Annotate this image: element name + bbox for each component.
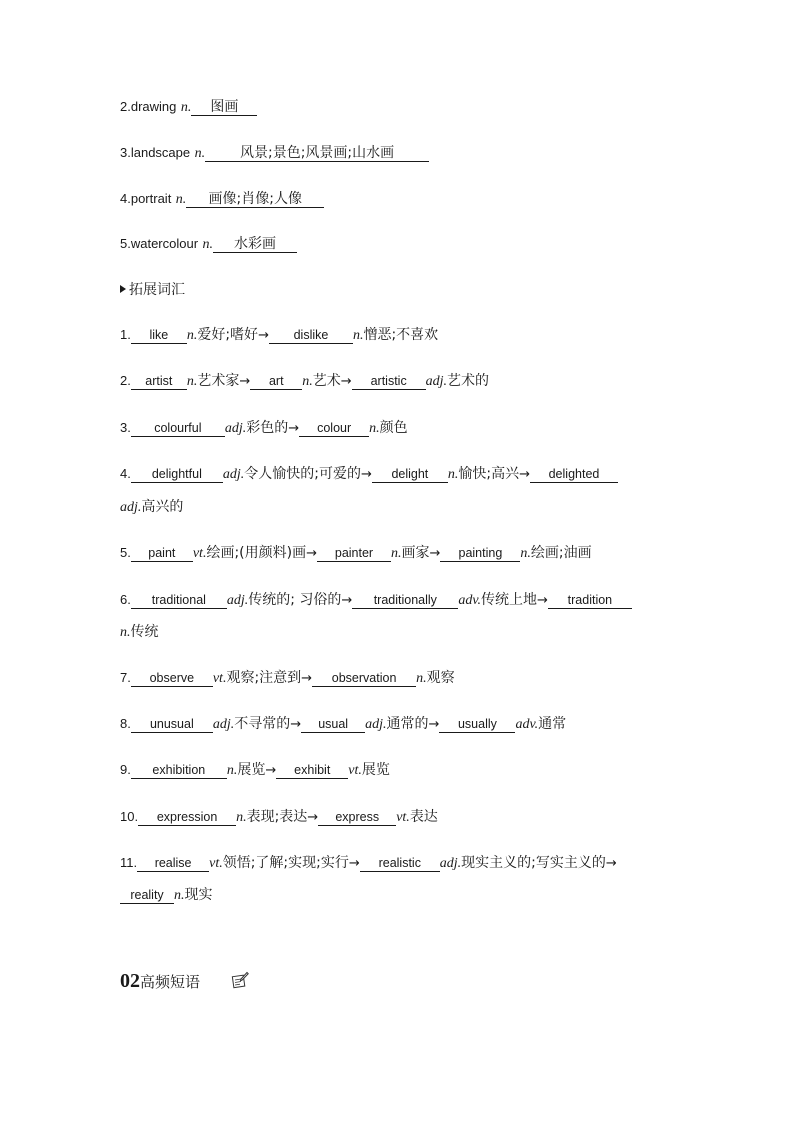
ext-item-4-cont: adj.高兴的 bbox=[120, 499, 184, 515]
section-heading-phrases: 02高频短语 bbox=[120, 968, 249, 997]
ext-item-11-cont: reality n.现实 bbox=[120, 885, 213, 906]
ext-item-9: 9. exhibition n.展览→ exhibit vt.展览 bbox=[120, 762, 390, 778]
ext-item-3: 3. colourful adj.彩色的→ colour n.颜色 bbox=[120, 420, 408, 436]
ext-item-6: 6. traditional adj.传统的; 习俗的→ traditionally adv.传统上地→ tradition bbox=[120, 590, 632, 611]
vocab-item-drawing: 2.drawing n. 图画 bbox=[120, 97, 257, 118]
ext-item-7: 7. observe vt.观察;注意到→ observation n.观察 bbox=[120, 670, 455, 686]
pencil-note-icon bbox=[231, 971, 249, 997]
vocab-item-watercolour: 5.watercolour n. 水彩画 bbox=[120, 234, 297, 255]
ext-item-1: 1. like n.爱好;嗜好→ dislike n.憎恶;不喜欢 bbox=[120, 327, 439, 343]
vocab-item-portrait: 4.portrait n. 画像;肖像;人像 bbox=[120, 189, 324, 210]
triangle-bullet-icon bbox=[120, 285, 126, 293]
subheading-extended-vocab: 拓展词汇 bbox=[120, 280, 185, 300]
answer-blank: 画像;肖像;人像 bbox=[186, 191, 324, 208]
answer-blank: 图画 bbox=[191, 99, 257, 116]
ext-item-6-cont: n.传统 bbox=[120, 624, 159, 640]
ext-item-10: 10. expression n.表现;表达→ express vt.表达 bbox=[120, 809, 438, 825]
ext-item-2: 2. artist n.艺术家→ art n.艺术→ artistic adj.艺术的 bbox=[120, 373, 490, 389]
ext-item-11: 11. realise vt.领悟;了解;实现;实行→ realistic adj.现实主义的;写实主义的→ bbox=[120, 855, 617, 871]
answer-blank: 水彩画 bbox=[213, 236, 297, 253]
answer-blank: 风景;景色;风景画;山水画 bbox=[205, 145, 429, 162]
ext-item-4: 4. delightful adj.令人愉快的;可爱的→ delight n.愉快;高兴→ delighted bbox=[120, 464, 618, 485]
ext-item-8: 8. unusual adj.不寻常的→ usual adj.通常的→ usually adv.通常 bbox=[120, 716, 567, 732]
ext-item-5: 5. paint vt.绘画;(用颜料)画→ painter n.画家→ painting n.绘画;油画 bbox=[120, 545, 592, 561]
vocab-item-landscape: 3.landscape n. 风景;景色;风景画;山水画 bbox=[120, 143, 429, 164]
